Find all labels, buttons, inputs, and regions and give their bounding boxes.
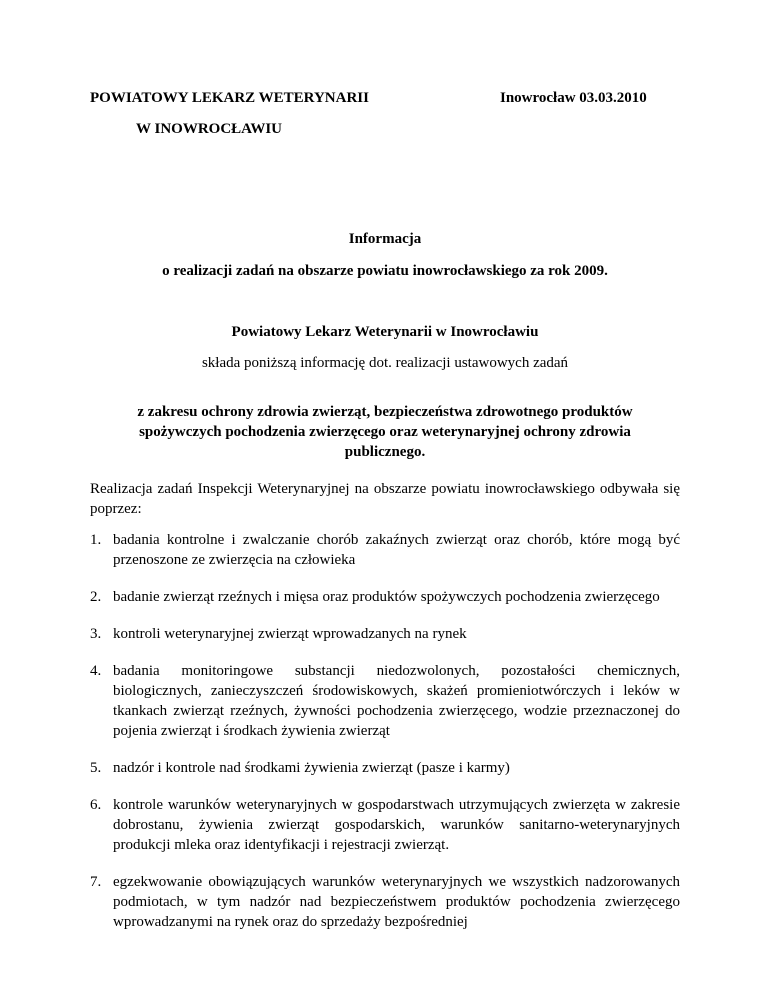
list-item-number: 6. bbox=[90, 797, 102, 813]
list-item bbox=[90, 624, 680, 644]
list-item bbox=[90, 795, 680, 855]
list-item-number: 4. bbox=[90, 663, 102, 679]
list-item bbox=[90, 587, 680, 607]
scope-heading bbox=[90, 402, 680, 462]
list-item-text: badania kontrolne i zwalczanie chorób zakaźnych zwierząt oraz chorób, które mogą być przenoszone ze zwierzęcia na człowieka bbox=[113, 532, 680, 568]
list-item-text: kontroli weterynaryjnej zwierząt wprowadzanych na rynek bbox=[113, 626, 467, 642]
list-item bbox=[90, 661, 680, 741]
document-title: Informacja bbox=[348, 231, 422, 247]
list-item-text: badania monitoringowe substancji niedozwolonych, pozostałości chemicznych, biologicznych, zanieczyszczeń środowiskowych, skażeń promieniotwórczych i leków w tkankach zwierząt rzeźnych, żywności pochodzenia zwierzęcego, wodzie przeznaczonej do pojenia zwierząt i środkach żywienia zwierząt bbox=[113, 663, 680, 739]
intro-paragraph: Realizacja zadań Inspekcji Weterynaryjnej na obszarze powiatu inowrocławskiego odbywała się poprzez: bbox=[90, 481, 680, 517]
list-item-number: 5. bbox=[90, 760, 102, 776]
issuer-statement: składa poniższą informację dot. realizacji ustawowych zadań bbox=[201, 355, 569, 371]
scope-line-1: z zakresu ochrony zdrowia zwierząt, bezpieczeństwa zdrowotnego produktów bbox=[137, 404, 633, 420]
list-item-text: egzekwowanie obowiązujących warunków weterynaryjnych we wszystkich nadzorowanych podmiotach, w tym nadzór nad bezpieczeństwem produktów pochodzenia zwierzęcego wprowadzanymi na rynek oraz do sprzedaży bezpośredniej bbox=[113, 874, 680, 930]
document-subtitle: o realizacji zadań na obszarze powiatu inowrocławskiego za rok 2009. bbox=[162, 263, 608, 279]
list-item-text: badanie zwierząt rzeźnych i mięsa oraz produktów spożywczych pochodzenia zwierzęcego bbox=[113, 589, 660, 605]
list-item bbox=[90, 872, 680, 932]
issuer-name: Powiatowy Lekarz Weterynarii w Inowrocławiu bbox=[231, 324, 539, 340]
list-item-number: 2. bbox=[90, 589, 102, 605]
list-item bbox=[90, 758, 680, 778]
list-item-number: 1. bbox=[90, 532, 102, 548]
list-item-number: 7. bbox=[90, 874, 102, 890]
office-location: W INOWROCŁAWIU bbox=[136, 121, 282, 137]
office-name: POWIATOWY LEKARZ WETERYNARII bbox=[90, 90, 369, 106]
scope-line-3: publicznego. bbox=[344, 444, 426, 460]
scope-line-2: spożywczych pochodzenia zwierzęcego oraz weterynaryjnej ochrony zdrowia bbox=[139, 424, 631, 440]
list-item bbox=[90, 530, 680, 570]
task-list bbox=[90, 530, 680, 949]
place-date: Inowrocław 03.03.2010 bbox=[500, 90, 647, 106]
list-item-number: 3. bbox=[90, 626, 102, 642]
list-item-text: kontrole warunków weterynaryjnych w gospodarstwach utrzymujących zwierzęta w zakresie dobrostanu, żywienia zwierząt gospodarskich, warunków sanitarno-weterynaryjnych produkcji mleka oraz identyfikacji i rejestracji zwierząt. bbox=[113, 797, 680, 853]
list-item-text: nadzór i kontrole nad środkami żywienia zwierząt (pasze i karmy) bbox=[113, 760, 510, 776]
